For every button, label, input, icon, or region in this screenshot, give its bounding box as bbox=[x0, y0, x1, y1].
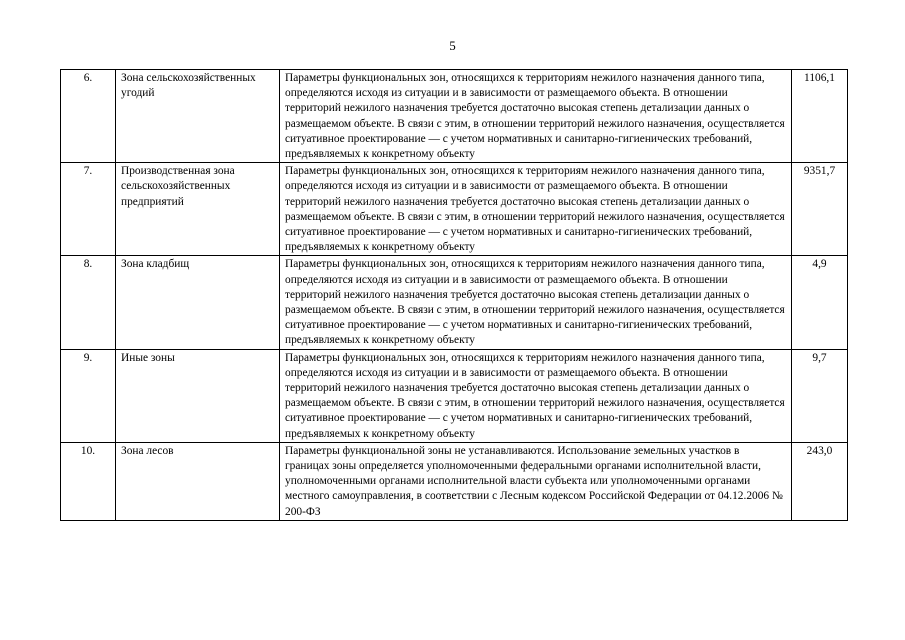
zone-area: 243,0 bbox=[792, 442, 848, 520]
row-number: 10. bbox=[61, 442, 116, 520]
zone-parameters: Параметры функциональных зон, относящихся к территориям нежилого назначения данного типа, определяются исходя из ситуации и в зависимости от размещаемого объекта. В отношении территорий нежилого назначения требуется достаточно высокая степень детализации данных о размещаемом объекте. В связи с этим, в отношении территорий нежилого назначения, осуществляется ситуативное проектирование — с учетом нормативных и санитарно-гигиенических требований, предъявляемых к конкретному объекту bbox=[280, 349, 792, 442]
zone-name: Иные зоны bbox=[116, 349, 280, 442]
zone-name: Зона лесов bbox=[116, 442, 280, 520]
zone-area: 9,7 bbox=[792, 349, 848, 442]
row-number: 6. bbox=[61, 70, 116, 163]
table-row bbox=[61, 442, 848, 520]
table-row bbox=[61, 349, 848, 442]
row-number: 7. bbox=[61, 163, 116, 256]
zone-area: 1106,1 bbox=[792, 70, 848, 163]
table-row bbox=[61, 163, 848, 256]
functional-zones-table bbox=[60, 69, 848, 521]
zone-parameters: Параметры функциональной зоны не устанавливаются. Использование земельных участков в границах зоны определяется уполномоченными федеральными органами исполнительной власти, уполномоченными органами исполнительной власти субъекта или уполномоченными органами местного самоуправления, в соответствии с Лесным кодексом Российской Федерации от 04.12.2006 № 200-ФЗ bbox=[280, 442, 792, 520]
zone-name: Производственная зона сельскохозяйственных предприятий bbox=[116, 163, 280, 256]
page-number: 5 bbox=[449, 38, 456, 53]
zone-area: 9351,7 bbox=[792, 163, 848, 256]
zone-name: Зона кладбищ bbox=[116, 256, 280, 349]
zone-parameters: Параметры функциональных зон, относящихся к территориям нежилого назначения данного типа, определяются исходя из ситуации и в зависимости от размещаемого объекта. В отношении территорий нежилого назначения требуется достаточно высокая степень детализации данных о размещаемом объекте. В связи с этим, в отношении территорий нежилого назначения, осуществляется ситуативное проектирование — с учетом нормативных и санитарно-гигиенических требований, предъявляемых к конкретному объекту bbox=[280, 163, 792, 256]
table-row bbox=[61, 256, 848, 349]
zone-parameters: Параметры функциональных зон, относящихся к территориям нежилого назначения данного типа, определяются исходя из ситуации и в зависимости от размещаемого объекта. В отношении территорий нежилого назначения требуется достаточно высокая степень детализации данных о размещаемом объекте. В связи с этим, в отношении территорий нежилого назначения, осуществляется ситуативное проектирование — с учетом нормативных и санитарно-гигиенических требований, предъявляемых к конкретному объекту bbox=[280, 256, 792, 349]
zone-parameters: Параметры функциональных зон, относящихся к территориям нежилого назначения данного типа, определяются исходя из ситуации и в зависимости от размещаемого объекта. В отношении территорий нежилого назначения требуется достаточно высокая степень детализации данных о размещаемом объекте. В связи с этим, в отношении территорий нежилого назначения, осуществляется ситуативное проектирование — с учетом нормативных и санитарно-гигиенических требований, предъявляемых к конкретному объекту bbox=[280, 70, 792, 163]
zone-area: 4,9 bbox=[792, 256, 848, 349]
row-number: 9. bbox=[61, 349, 116, 442]
table-row bbox=[61, 70, 848, 163]
row-number: 8. bbox=[61, 256, 116, 349]
zone-name: Зона сельскохозяйственных угодий bbox=[116, 70, 280, 163]
